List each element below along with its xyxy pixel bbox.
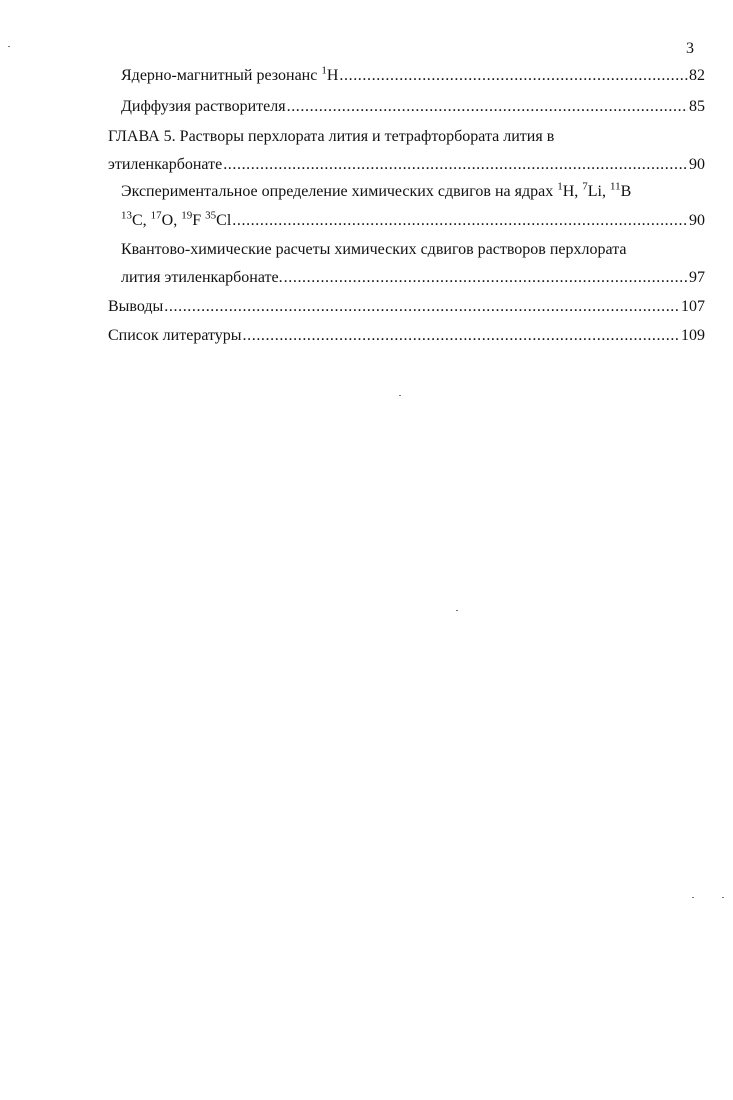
toc-entry-title: Список литературы: [108, 327, 242, 344]
scan-speck: [399, 395, 401, 396]
toc-entry-page: 97: [689, 269, 705, 286]
toc-entry-diffusion: [121, 97, 705, 117]
toc-entry-page: 82: [689, 67, 705, 84]
toc-entry-title: этиленкарбонате: [108, 156, 223, 173]
scan-speck: [456, 610, 458, 611]
leader-dots: [232, 211, 688, 231]
toc-entry-title: Ядерно-магнитный резонанс $^1$H: [121, 64, 339, 84]
toc-entry-conclusions: [108, 297, 705, 317]
toc-entry-title: $^{13}$C, $^{17}$O, $^{19}$F $^{35}$Cl: [121, 209, 232, 229]
toc-chapter-5-line1: ГЛАВА 5. Растворы перхлората лития и тетрафторбората лития в: [108, 128, 555, 145]
leader-dots: [284, 268, 688, 288]
leader-dots: [287, 97, 688, 117]
toc-entry-quantum: [121, 268, 705, 288]
page-number: 3: [686, 40, 694, 57]
scan-speck: [692, 897, 694, 898]
toc-entry-page: 90: [689, 212, 705, 229]
toc-entry-nmr: [121, 66, 705, 86]
toc-entry-experimental: [121, 211, 705, 231]
leader-dots: [339, 66, 688, 86]
toc-entry-title: Выводы: [108, 298, 164, 315]
scan-speck: [8, 46, 10, 47]
leader-dots: [243, 326, 680, 346]
toc-experimental-line1: Экспериментальное определение химических сдвигов на ядрах $^1$H, $^7$Li, $^{11}$B: [121, 180, 632, 200]
leader-dots: [223, 155, 688, 175]
toc-entry-page: 109: [681, 327, 705, 344]
toc-entry-chapter-5: [108, 155, 705, 175]
toc-entry-page: 85: [689, 98, 705, 115]
toc-entry-title: Диффузия растворителя: [121, 98, 286, 115]
toc-entry-references: [108, 326, 705, 346]
toc-entry-page: 107: [681, 298, 705, 315]
scan-speck: [722, 897, 724, 898]
toc-entry-page: 90: [689, 156, 705, 173]
leader-dots: [164, 297, 680, 317]
toc-entry-title: лития этиленкарбонате.: [121, 269, 283, 286]
toc-quantum-line1: Квантово-химические расчеты химических сдвигов растворов перхлората: [121, 241, 627, 258]
